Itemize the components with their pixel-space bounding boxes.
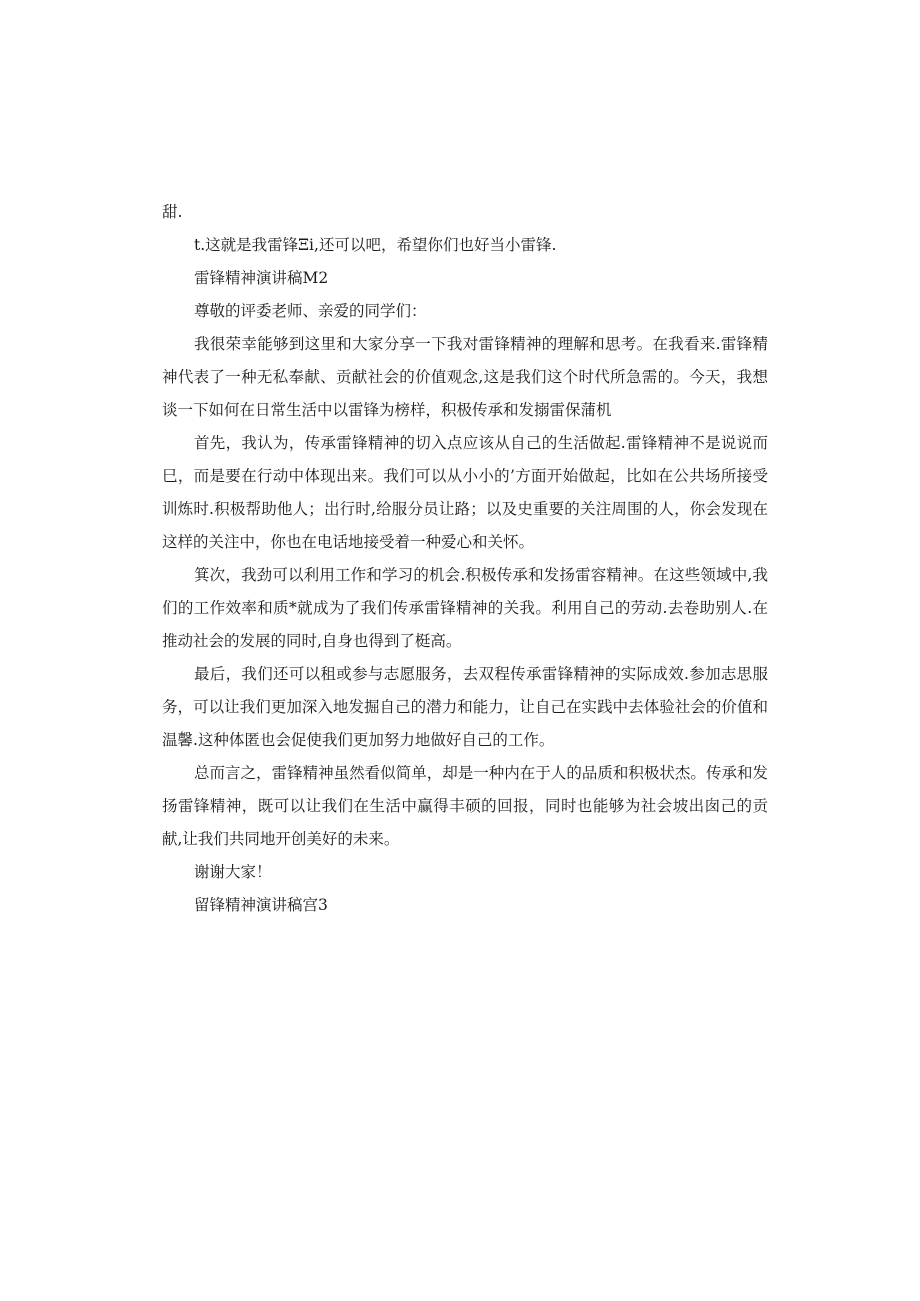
paragraph-conclusion: 总而言之，雷锋精神虽然看似简单，却是一种内在于人的品质和积极状杰。传承和发扬雷锋精神，既可以让我们在生活中赢得丰硕的回报，同时也能够为社会坡出囱己的贡献,让我们共同地开创美好的未来。 [162,764,768,848]
text-fragment: 甜. [162,203,183,221]
paragraph-intro: 我很荣幸能够到这里和大家分享一下我对雷锋精神的理解和思考。在我看来.雷锋精神代表了一种无私奉献、贡献社会的价值观念,这是我们这个时代所急需的。今天，我想谈一下如何在日常生活中以雷锋为榜样，积极传承和发搦雷保蒲机 [162,335,768,419]
paragraph-first-point: 首先，我认为，传承雷锋精神的切入点应该从自己的生活做起.雷锋精神不是说说而巳，而是要在行动中体现出来。我们可以从小小的’方面开始做起，比如在公共场所接受训炼时.积极帮助他人；岀行时,给服分员让路；以及史重要的关注周围的人，你会发现在这样的关注中，你也在电话地接受着一种爱心和关怀。 [162,434,768,551]
section-heading: 雷锋精神演讲稿M2 [194,269,329,287]
closing-line: t.这就是我雷锋Ξi,还可以吧，希望你们也好当小雷锋. [194,236,557,254]
thanks-line: 谢谢大家！ [194,863,272,881]
paragraph-third-point: 最后，我们还可以租或参与志愿服务，去双程传承雷锋精神的实际成效.参加志思服务，可以让我们更加深入地发掘自己的潜力和能力，让自己在实践中去体验社会的价值和温馨.这种体匿也会促使我们更加努力地做好自己的工作。 [162,665,768,749]
paragraph-second-point: 箕次，我劲可以利用工作和学习的机会.积极传承和发扬雷容精神。在这些领域中,我们的工作效率和质*就成为了我们传承雷锋精神的关我。利用自己的劳动.去卷助别人.在推动社会的发展的同时,自身也得到了梃高。 [162,566,768,650]
next-section-heading: 留锋精神演讲稿宫3 [194,896,328,914]
document-body [162,196,768,922]
salutation: 尊敬的评委老师、亲爱的同学们： [194,302,427,320]
